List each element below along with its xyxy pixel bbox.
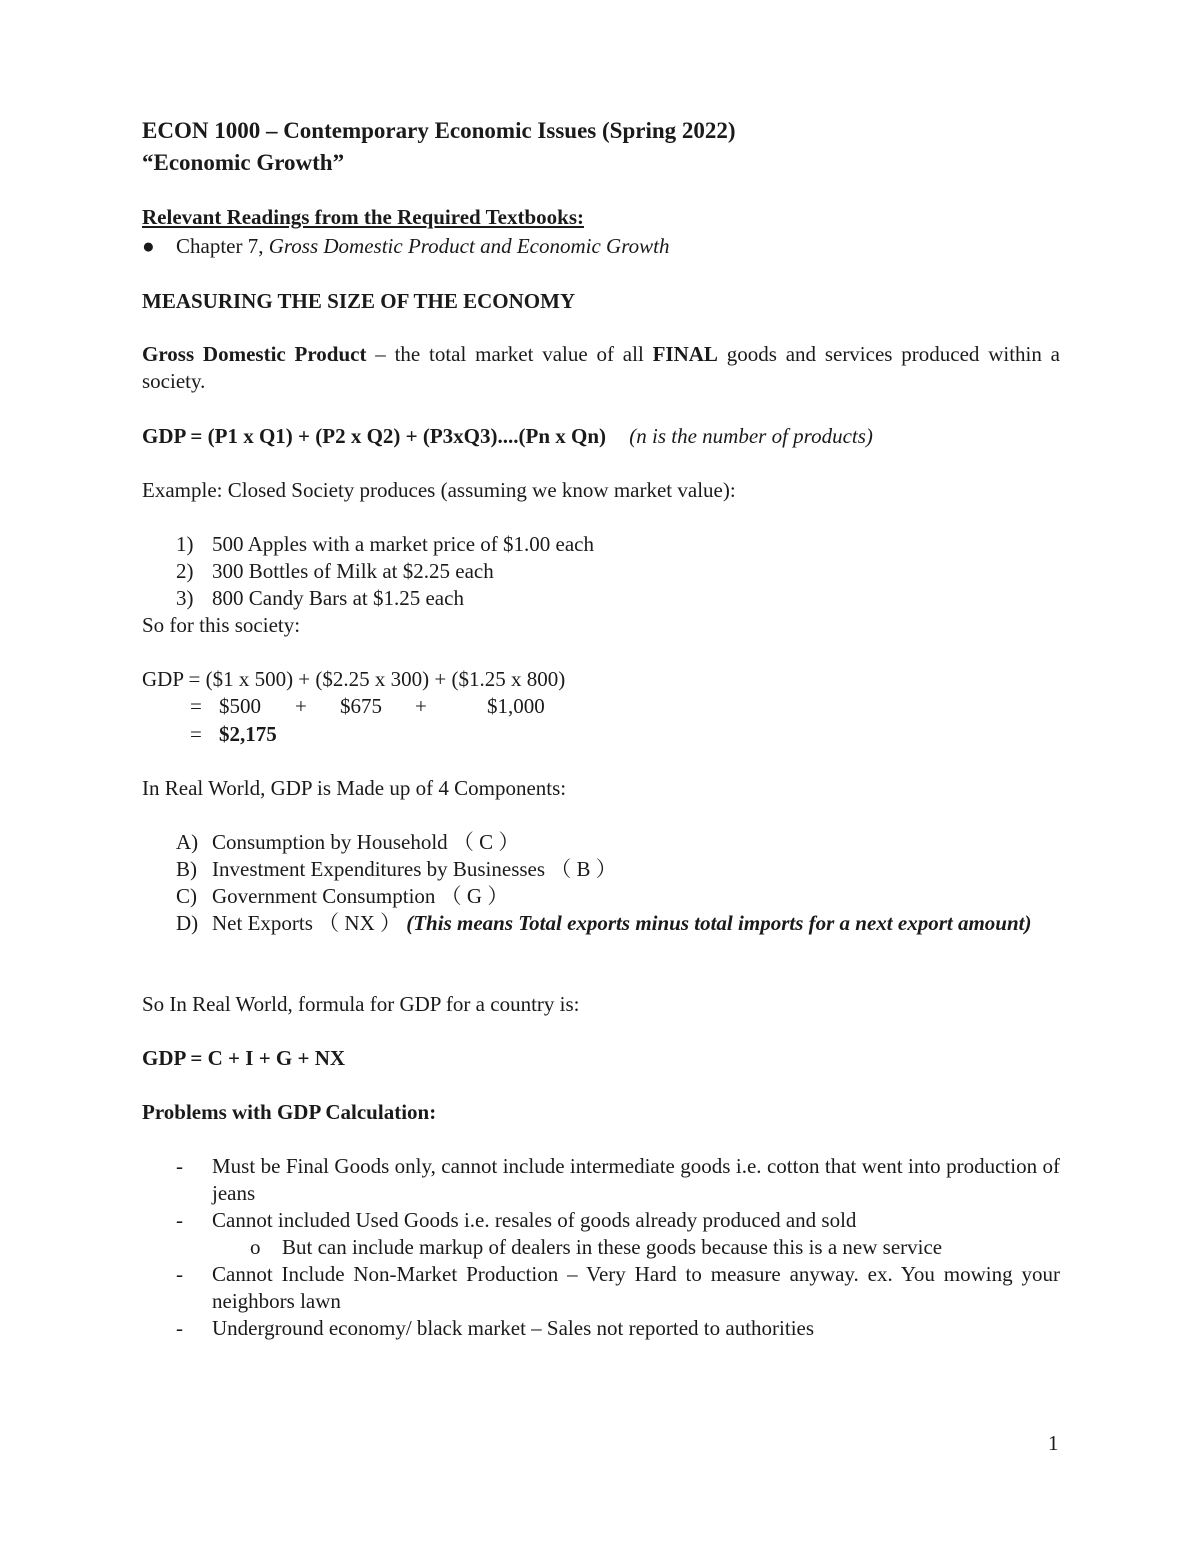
list-marker: o: [250, 1235, 261, 1259]
calc-eq: =: [190, 722, 202, 746]
readings-heading: Relevant Readings from the Required Textbooks:: [142, 205, 584, 229]
list-item-text: Cannot Include Non-Market Production – Very Hard to measure anyway. ex. You mowing your neighbors lawn: [212, 1262, 1060, 1313]
list-item: [176, 531, 1060, 558]
example-intro: Example: Closed Society produces (assuming we know market value):: [142, 478, 736, 502]
page-number: 1: [1048, 1431, 1059, 1455]
gdp-formula: GDP = (P1 x Q1) + (P2 x Q2) + (P3xQ3)....(Pn x Qn): [142, 424, 607, 448]
list-marker: -: [176, 1262, 183, 1286]
gdp-term: Gross Domestic Product: [142, 342, 367, 366]
list-item: [176, 558, 1060, 585]
problems-list: [176, 1153, 1060, 1342]
calc-line-1: GDP = ($1 x 500) + ($2.25 x 300) + ($1.25 x 800): [142, 667, 566, 691]
list-item-text: Consumption by Household （ C ）: [212, 830, 520, 854]
list-item-text: But can include markup of dealers in these goods because this is a new service: [282, 1235, 943, 1259]
gdp-formula-note: (n is the number of products): [629, 424, 873, 448]
readings-bullet-prefix: Chapter 7,: [176, 234, 269, 258]
list-item: [176, 883, 1060, 910]
list-item-sub: [176, 1234, 1060, 1261]
list-item-text: 300 Bottles of Milk at $2.25 each: [212, 559, 494, 583]
list-item: [176, 910, 1060, 937]
list-marker: -: [176, 1154, 183, 1178]
calc-eq: =: [190, 694, 202, 718]
list-item: [176, 1315, 1060, 1342]
real-world-intro: So In Real World, formula for GDP for a country is:: [142, 992, 580, 1016]
list-item: [176, 585, 1060, 612]
list-marker: -: [176, 1316, 183, 1340]
problems-heading: Problems with GDP Calculation:: [142, 1100, 437, 1124]
calc-plus: +: [415, 694, 427, 718]
list-item-text: Cannot included Used Goods i.e. resales of goods already produced and sold: [212, 1208, 857, 1232]
calc-total: $2,175: [219, 722, 277, 746]
gdp-formula-line: [142, 423, 1060, 450]
list-item: [176, 1261, 1060, 1315]
gdp-definition: [142, 341, 1060, 395]
list-item: [176, 829, 1060, 856]
bullet-icon: ●: [142, 234, 155, 258]
list-marker: 1): [176, 532, 194, 556]
document-title: [142, 115, 1060, 179]
list-item-text: Investment Expenditures by Businesses （ B ）: [212, 857, 617, 881]
calc-value-c: $1,000: [487, 694, 545, 718]
list-item: [176, 856, 1060, 883]
components-intro: In Real World, GDP is Made up of 4 Components:: [142, 776, 567, 800]
gdp-def-emphasis: FINAL: [652, 342, 718, 366]
calc-plus: +: [295, 694, 307, 718]
gdp-def-text-before: – the total market value of all: [366, 342, 653, 366]
calc-value-a: $500: [219, 694, 261, 718]
list-marker: C): [176, 884, 197, 908]
title-line-2: “Economic Growth”: [142, 150, 345, 175]
readings-bullet: [142, 233, 1060, 260]
list-item-text: 800 Candy Bars at $1.25 each: [212, 586, 464, 610]
list-item-text: 500 Apples with a market price of $1.00 each: [212, 532, 594, 556]
components-list: [176, 829, 1060, 937]
title-line-1: ECON 1000 – Contemporary Economic Issues (Spring 2022): [142, 118, 736, 143]
calc-value-b: $675: [340, 694, 382, 718]
list-item-text: Net Exports （ NX ）: [212, 911, 407, 935]
list-marker: -: [176, 1208, 183, 1232]
example-so-text: So for this society:: [142, 613, 301, 637]
list-marker: 2): [176, 559, 194, 583]
example-list: [176, 531, 1060, 612]
list-item: [176, 1207, 1060, 1234]
list-item-text: Government Consumption （ G ）: [212, 884, 509, 908]
list-marker: A): [176, 830, 199, 854]
section-heading: MEASURING THE SIZE OF THE ECONOMY: [142, 289, 576, 313]
list-marker: 3): [176, 586, 194, 610]
readings-bullet-title: Gross Domestic Product and Economic Growth: [268, 234, 670, 258]
list-marker: D): [176, 911, 199, 935]
list-marker: B): [176, 857, 197, 881]
list-item-text: Underground economy/ black market – Sales not reported to authorities: [212, 1316, 815, 1340]
real-world-formula: GDP = C + I + G + NX: [142, 1046, 346, 1070]
list-item: [176, 1153, 1060, 1207]
list-item-note: (This means Total exports minus total imports for a next export amount): [406, 911, 1032, 935]
gdp-def-text-after: goods and services produced within a society.: [142, 342, 1060, 393]
list-item-text: Must be Final Goods only, cannot include intermediate goods i.e. cotton that went into production of jeans: [212, 1154, 1060, 1205]
